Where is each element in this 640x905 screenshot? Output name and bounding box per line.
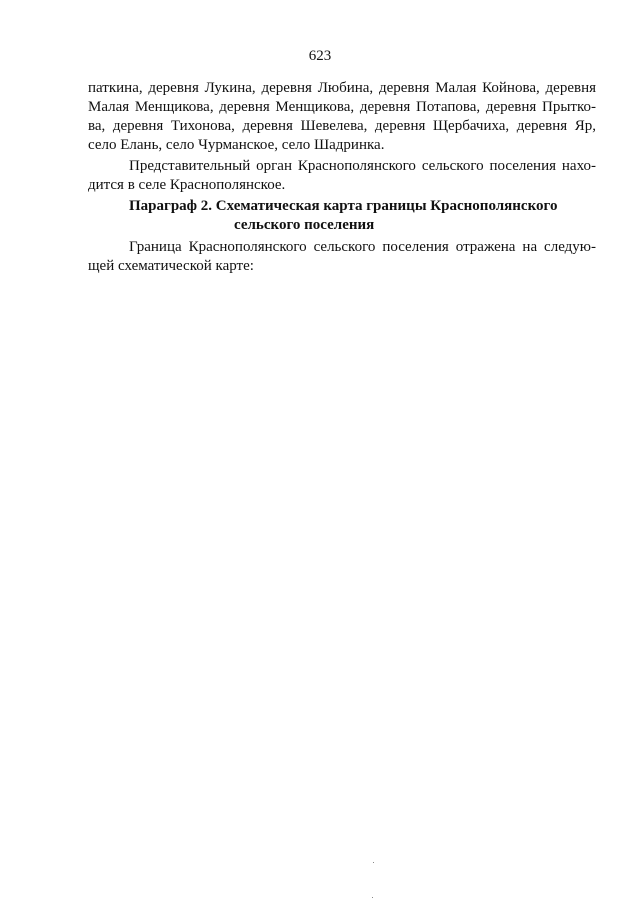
scan-speck [372, 897, 373, 898]
section-heading-line-2: сельского поселения [234, 217, 375, 233]
paragraph-2-line-2: дится в селе Краснополянское. [88, 177, 286, 193]
paragraph-1-line-1: паткина, деревня Лукина, деревня Любина, деревня Малая Койнова, деревня [88, 80, 596, 96]
paragraph-3-line-2: щей схематической карте: [88, 258, 254, 274]
paragraph-3-line-1: Граница Краснополянского сельского поселения отражена на следую- [129, 239, 596, 255]
section-heading-line-1: Параграф 2. Схематическая карта границы Краснополянского [129, 198, 558, 214]
paragraph-1-line-3: ва, деревня Тихонова, деревня Шевелева, деревня Щербачиха, деревня Яр, [88, 118, 596, 134]
paragraph-1-line-2: Малая Менщикова, деревня Менщикова, деревня Потапова, деревня Прытко- [88, 99, 596, 115]
paragraph-1-line-4: село Елань, село Чурманское, село Шадринка. [88, 137, 385, 153]
paragraph-2-line-1: Представительный орган Краснополянского сельского поселения нахо- [129, 158, 596, 174]
scan-speck [373, 862, 374, 863]
page-number: 623 [308, 48, 332, 64]
